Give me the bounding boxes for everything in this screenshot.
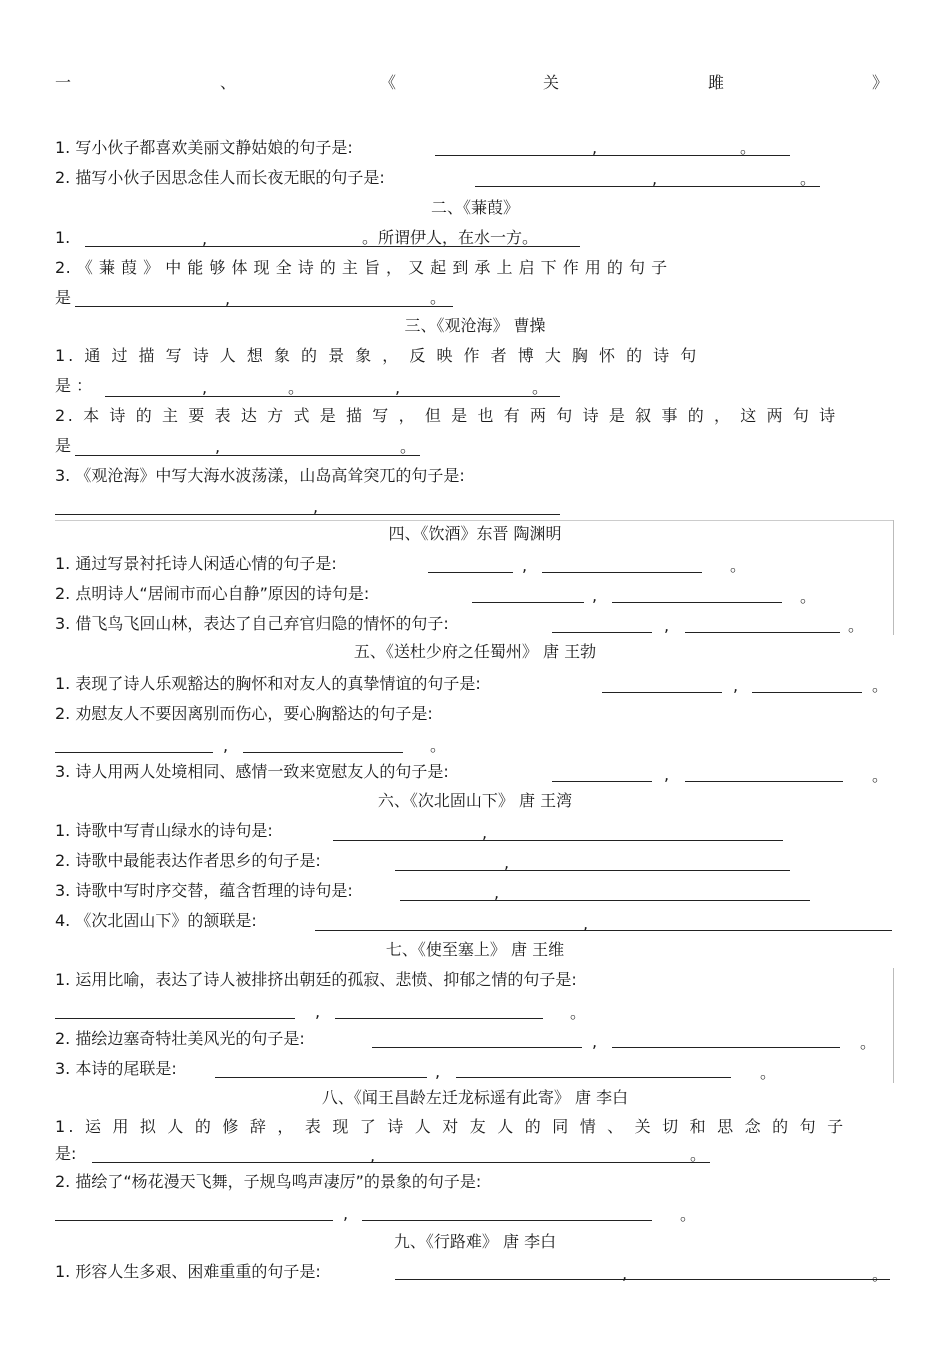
punct-comma: ,: [664, 765, 670, 784]
question-text: 3. 本诗的尾联是:: [55, 1059, 177, 1078]
punct-comma: ,: [370, 1146, 376, 1165]
punct-period: 。: [872, 1265, 889, 1284]
question-text: 1. 通 过 描 写 诗 人 想 象 的 景 象 ， 反 映 作 者 博 大 胸 怀 的 诗 句: [55, 346, 700, 365]
title-part: 》: [872, 73, 889, 92]
punct-period: 。: [800, 587, 817, 606]
punct-comma: ,: [664, 616, 670, 635]
question-text: 所谓伊人，在水一方。: [378, 228, 539, 247]
answer-blank[interactable]: [315, 930, 892, 931]
question-text: 1. 形容人生多艰、困难重重的句子是:: [55, 1262, 321, 1281]
answer-blank[interactable]: [752, 692, 862, 693]
answer-blank[interactable]: [685, 632, 840, 633]
punct-comma: ,: [583, 914, 589, 933]
title-part: 关: [543, 73, 560, 92]
section-title: 九、《行路难》 唐 李白: [393, 1232, 557, 1251]
punct-comma: ,: [202, 378, 208, 397]
answer-blank[interactable]: [552, 781, 652, 782]
question-text: 1. 诗歌中写青山绿水的诗句是:: [55, 821, 273, 840]
punct-comma: ,: [225, 289, 231, 308]
punct-period: 。: [760, 1063, 777, 1082]
answer-blank[interactable]: [75, 455, 420, 456]
question-text: 2. 劝慰友人不要因离别而伤心，要心胸豁达的句子是:: [55, 704, 433, 723]
answer-blank[interactable]: [428, 572, 513, 573]
divider: [55, 520, 893, 521]
question-text: 4. 《次北固山下》的颔联是:: [55, 911, 257, 930]
answer-blank[interactable]: [55, 514, 560, 515]
punct-comma: ,: [494, 883, 500, 902]
punct-comma: ,: [315, 1002, 321, 1021]
answer-blank[interactable]: [55, 752, 213, 753]
question-text: 是 ：: [55, 376, 93, 395]
answer-blank[interactable]: [92, 1162, 710, 1163]
question-text: 1. 运用比喻，表达了诗人被排挤出朝廷的孤寂、悲愤、抑郁之情的句子是:: [55, 970, 577, 989]
answer-blank[interactable]: [362, 1220, 652, 1221]
question-text: 1. 通过写景衬托诗人闲适心情的句子是:: [55, 554, 337, 573]
punct-period: 。: [690, 1145, 707, 1164]
punct-period: 。: [800, 169, 817, 188]
answer-blank[interactable]: [475, 186, 820, 187]
punct-comma: ,: [622, 1264, 628, 1283]
question-text: 3. 诗人用两人处境相同、感情一致来宽慰友人的句子是:: [55, 762, 449, 781]
answer-blank[interactable]: [400, 900, 810, 901]
section-title: 二、《蒹葭》: [430, 198, 519, 217]
answer-blank[interactable]: [243, 752, 403, 753]
punct-period: 。: [730, 556, 747, 575]
question-text: 2. 描写小伙子因思念佳人而长夜无眠的句子是:: [55, 168, 385, 187]
title-part: 一: [55, 73, 72, 92]
punct-comma: ,: [435, 1062, 441, 1081]
punct-period: 。: [872, 676, 889, 695]
punct-comma: ,: [202, 229, 208, 248]
answer-blank[interactable]: [602, 692, 722, 693]
section-title: 六、《次北固山下》 唐 王湾: [377, 791, 573, 810]
answer-blank[interactable]: [612, 602, 782, 603]
punct-comma: ,: [504, 853, 510, 872]
punct-comma: ,: [652, 169, 658, 188]
question-text: 是:: [55, 1144, 77, 1163]
section-title: 四、《饮酒》东晋 陶渊明: [388, 524, 562, 543]
punct-comma: ,: [522, 556, 528, 575]
punct-comma: ,: [395, 378, 401, 397]
punct-comma: ,: [592, 138, 598, 157]
question-text: 是: [55, 288, 72, 307]
punct-period: 。: [400, 437, 417, 456]
answer-blank[interactable]: [542, 572, 702, 573]
punct-comma: ,: [592, 1032, 598, 1051]
edge-mark: [893, 968, 894, 1083]
punct-period: 。: [680, 1205, 697, 1224]
punct-period: 。: [362, 228, 379, 247]
question-text: 2. 诗歌中最能表达作者思乡的句子是:: [55, 851, 321, 870]
section-title: 五、《送杜少府之任蜀州》 唐 王勃: [353, 642, 597, 661]
question-number: 1.: [55, 228, 71, 247]
title-part: 、: [220, 73, 237, 92]
question-text: 1. 运 用 拟 人 的 修 辞 ， 表 现 了 诗 人 对 友 人 的 同 情 、 关 切 和 思 念 的 句 子: [55, 1117, 847, 1136]
punct-comma: ,: [343, 1204, 349, 1223]
answer-blank[interactable]: [333, 840, 783, 841]
answer-blank[interactable]: [472, 602, 584, 603]
punct-comma: ,: [482, 823, 488, 842]
question-text: 2. 描绘了“杨花漫天飞舞，子规鸟鸣声凄厉”的景象的句子是:: [55, 1172, 482, 1191]
title-part: 《: [380, 73, 397, 92]
answer-blank[interactable]: [612, 1047, 840, 1048]
question-text: 2. 《 蒹 葭 》 中 能 够 体 现 全 诗 的 主 旨 ， 又 起 到 承 上 启 下 作 用 的 句 子: [55, 258, 668, 277]
question-text: 3. 《观沧海》中写大海水波荡漾，山岛高耸突兀的句子是:: [55, 466, 465, 485]
answer-blank[interactable]: [685, 781, 843, 782]
answer-blank[interactable]: [435, 155, 790, 156]
question-text: 2. 点明诗人“居闹市而心自静”原因的诗句是:: [55, 584, 370, 603]
punct-period: 。: [740, 138, 757, 157]
section-title: 三、《观沧海》 曹操: [404, 316, 546, 335]
punct-period: 。: [848, 616, 865, 635]
answer-blank[interactable]: [395, 1279, 890, 1280]
answer-blank[interactable]: [55, 1220, 333, 1221]
punct-period: 。: [430, 288, 447, 307]
punct-comma: ,: [223, 736, 229, 755]
question-text: 2. 描绘边塞奇特壮美风光的句子是:: [55, 1029, 305, 1048]
punct-comma: ,: [592, 586, 598, 605]
punct-period: 。: [288, 378, 305, 397]
answer-blank[interactable]: [395, 870, 790, 871]
punct-period: 。: [570, 1003, 587, 1022]
punct-comma: ,: [733, 676, 739, 695]
answer-blank[interactable]: [105, 396, 560, 397]
punct-period: 。: [532, 378, 549, 397]
answer-blank[interactable]: [372, 1047, 582, 1048]
answer-blank[interactable]: [215, 1077, 427, 1078]
question-text: 是: [55, 436, 72, 455]
punct-period: 。: [872, 766, 889, 785]
section-title: 八、《闻王昌龄左迁龙标遥有此寄》 唐 李白: [321, 1088, 629, 1107]
question-text: 1. 写小伙子都喜欢美丽文静姑娘的句子是:: [55, 138, 353, 157]
answer-blank[interactable]: [552, 632, 652, 633]
punct-period: 。: [860, 1033, 877, 1052]
question-text: 3. 借飞鸟飞回山林，表达了自己弃官归隐的情怀的句子:: [55, 614, 449, 633]
title-part: 雎: [708, 73, 725, 92]
answer-blank[interactable]: [335, 1018, 543, 1019]
question-text: 2. 本 诗 的 主 要 表 达 方 式 是 描 写 ， 但 是 也 有 两 句 诗 是 叙 事 的 ， 这 两 句 诗: [55, 406, 838, 425]
answer-blank[interactable]: [55, 1018, 295, 1019]
question-text: 3. 诗歌中写时序交替，蕴含哲理的诗句是:: [55, 881, 353, 900]
punct-comma: ,: [313, 497, 319, 516]
punct-period: 。: [430, 736, 447, 755]
punct-comma: ,: [215, 437, 221, 456]
answer-blank[interactable]: [75, 306, 453, 307]
section-title: 七、《使至塞上》 唐 王维: [385, 940, 565, 959]
question-text: 1. 表现了诗人乐观豁达的胸怀和对友人的真挚情谊的句子是:: [55, 674, 481, 693]
answer-blank[interactable]: [456, 1077, 731, 1078]
